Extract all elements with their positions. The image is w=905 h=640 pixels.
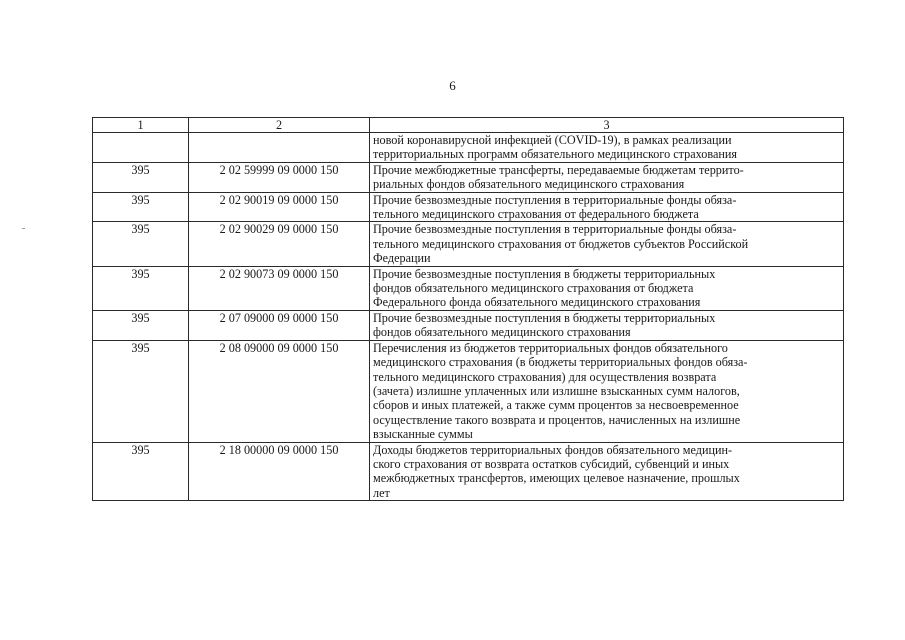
revenue-codes-table <box>92 117 844 501</box>
revenue-code-cell: 2 18 00000 09 0000 150 <box>189 442 370 501</box>
description-cell <box>370 442 844 501</box>
description-cell <box>370 266 844 310</box>
admin-code-cell: 395 <box>93 340 189 442</box>
description-line: Прочие безвозмездные поступления в бюджеты территориальных <box>373 310 716 325</box>
description-line: новой коронавирусной инфекцией (COVID-19), в рамках реализации <box>373 133 732 147</box>
description-line: тельного медицинского страхования от федерального бюджета <box>373 207 699 222</box>
description-line: взысканные суммы <box>373 427 473 442</box>
description-cell <box>370 222 844 266</box>
admin-code-cell: 395 <box>93 442 189 501</box>
column-header-2: 2 <box>189 118 370 133</box>
description-line: Федерального фонда обязательного медицинского страхования <box>373 295 701 310</box>
admin-code-cell: 395 <box>93 310 189 340</box>
column-header-1: 1 <box>93 118 189 133</box>
table-row <box>93 310 844 340</box>
revenue-code-cell: 2 02 59999 09 0000 150 <box>189 162 370 192</box>
description-line: лет <box>373 485 390 500</box>
description-line: тельного медицинского страхования) для осуществления возврата <box>373 369 717 384</box>
column-header-3: 3 <box>370 118 844 133</box>
description-line: Прочие межбюджетные трансферты, передаваемые бюджетам террито- <box>373 162 744 177</box>
revenue-code-cell: 2 07 09000 09 0000 150 <box>189 310 370 340</box>
scan-mark <box>22 228 25 229</box>
description-line: риальных фондов обязательного медицинского страхования <box>373 177 685 192</box>
admin-code-cell <box>93 133 189 163</box>
revenue-code-cell <box>189 133 370 163</box>
description-line: (зачета) излишне уплаченных или излишне взысканных сумм налогов, <box>373 383 740 398</box>
table-row <box>93 162 844 192</box>
description-line: межбюджетных трансфертов, имеющих целевое назначение, прошлых <box>373 471 740 486</box>
table-row <box>93 222 844 266</box>
description-line: Доходы бюджетов территориальных фондов обязательного медицин- <box>373 442 733 457</box>
admin-code-cell: 395 <box>93 222 189 266</box>
description-line: территориальных программ обязательного медицинского страхования <box>373 147 737 162</box>
admin-code-cell: 395 <box>93 266 189 310</box>
description-cell <box>370 162 844 192</box>
description-cell <box>370 310 844 340</box>
description-line: фондов обязательного медицинского страхования <box>373 325 631 340</box>
description-line: Федерации <box>373 251 431 266</box>
description-cell <box>370 340 844 442</box>
description-line: Прочие безвозмездные поступления в бюджеты территориальных <box>373 266 716 281</box>
table-row <box>93 266 844 310</box>
description-line: тельного медицинского страхования от бюджетов субъектов Российской <box>373 236 749 251</box>
description-line: Перечисления из бюджетов территориальных фондов обязательного <box>373 340 728 355</box>
description-line: Прочие безвозмездные поступления в территориальные фонды обяза- <box>373 192 737 207</box>
revenue-code-cell: 2 02 90019 09 0000 150 <box>189 192 370 222</box>
revenue-code-cell: 2 02 90029 09 0000 150 <box>189 222 370 266</box>
table-row <box>93 442 844 501</box>
description-line: медицинского страхования (в бюджеты территориальных фондов обяза- <box>373 355 748 370</box>
description-line: сборов и иных платежей, а также сумм процентов за несвоевременное <box>373 398 739 413</box>
table-header-row <box>93 118 844 133</box>
description-cell <box>370 192 844 222</box>
description-line: Прочие безвозмездные поступления в территориальные фонды обяза- <box>373 222 737 237</box>
table-row <box>93 133 844 163</box>
admin-code-cell: 395 <box>93 192 189 222</box>
description-cell <box>370 133 844 163</box>
page-number: 6 <box>449 78 456 93</box>
revenue-code-cell: 2 08 09000 09 0000 150 <box>189 340 370 442</box>
description-line: фондов обязательного медицинского страхования от бюджета <box>373 281 694 296</box>
table-row <box>93 340 844 442</box>
admin-code-cell: 395 <box>93 162 189 192</box>
table-row <box>93 192 844 222</box>
description-line: ского страхования от возврата остатков субсидий, субвенций и иных <box>373 456 730 471</box>
description-line: осуществление такого возврата и процентов, начисленных на излишне <box>373 412 741 427</box>
revenue-code-cell: 2 02 90073 09 0000 150 <box>189 266 370 310</box>
table-body <box>93 133 844 501</box>
